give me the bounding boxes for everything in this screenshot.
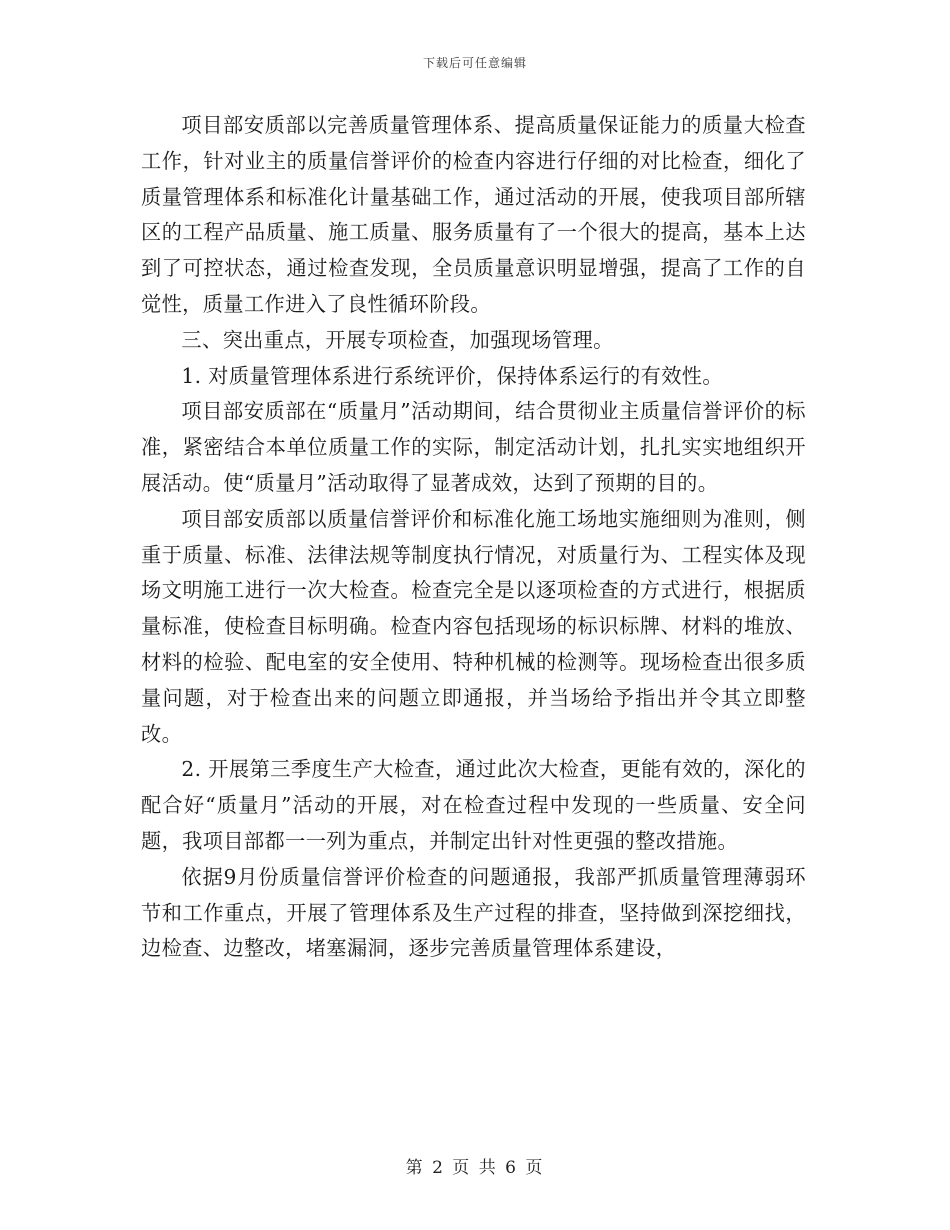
document-body [141,108,806,967]
subsection-heading-1: 1. 对质量管理体系进行系统评价，保持体系运行的有效性。 [181,363,723,388]
paragraph-quality-inspection: 项目部安质部以完善质量管理体系、提高质量保证能力的质量大检查工作，针对业主的质量信誉评价的检查内容进行仔细的对比检查，细化了质量管理体系和标准化计量基础工作，通过活动的开展，使我项目部所辖区的工程产品质量、施工质量、服务质量有了一个很大的提高，基本上达到了可控状态，通过检查发现，全员质量意识明显增强，提高了工作的自觉性，质量工作进入了良性循环阶段。 [141,113,806,316]
section-heading-3: 三、突出重点，开展专项检查，加强现场管理。 [181,327,614,352]
page-number-footer: 第 2 页 共 6 页 [405,1158,545,1178]
page-header: 下载后可任意编辑 [422,56,527,70]
paragraph-quality-month: 项目部安质部在“质量月”活动期间，结合贯彻业主质量信誉评价的标准，紧密结合本单位质量工作的实际，制定活动计划，扎扎实实地组织开展活动。使“质量月”活动取得了显著成效，达到了预期的目的。 [141,399,806,495]
subsection-heading-2: 2. 开展第三季度生产大检查，通过此次大检查，更能有效的，深化的配合好“质量月”活动的开展，对在检查过程中发现的一些质量、安全问题，我项目部都一一列为重点，并制定出针对性更强的整改措施。 [141,757,806,853]
paragraph-september-report: 依据9月份质量信誉评价检查的问题通报，我部严抓质量管理薄弱环节和工作重点，开展了管理体系及生产过程的排查，坚持做到深挖细找，边检查、边整改，堵塞漏洞，逐步完善质量管理体系建设， [141,864,806,961]
paragraph-site-inspection: 项目部安质部以质量信誉评价和标准化施工场地实施细则为准则，侧重于质量、标准、法律法规等制度执行情况，对质量行为、工程实体及现场文明施工进行一次大检查。检查完全是以逐项检查的方式进行，根据质量标准，使检查目标明确。检查内容包括现场的标识标牌、材料的堆放、材料的检验、配电室的安全使用、特种机械的检测等。现场检查出很多质量问题，对于检查出来的问题立即通报，并当场给予指出并令其立即整改。 [141,506,806,746]
